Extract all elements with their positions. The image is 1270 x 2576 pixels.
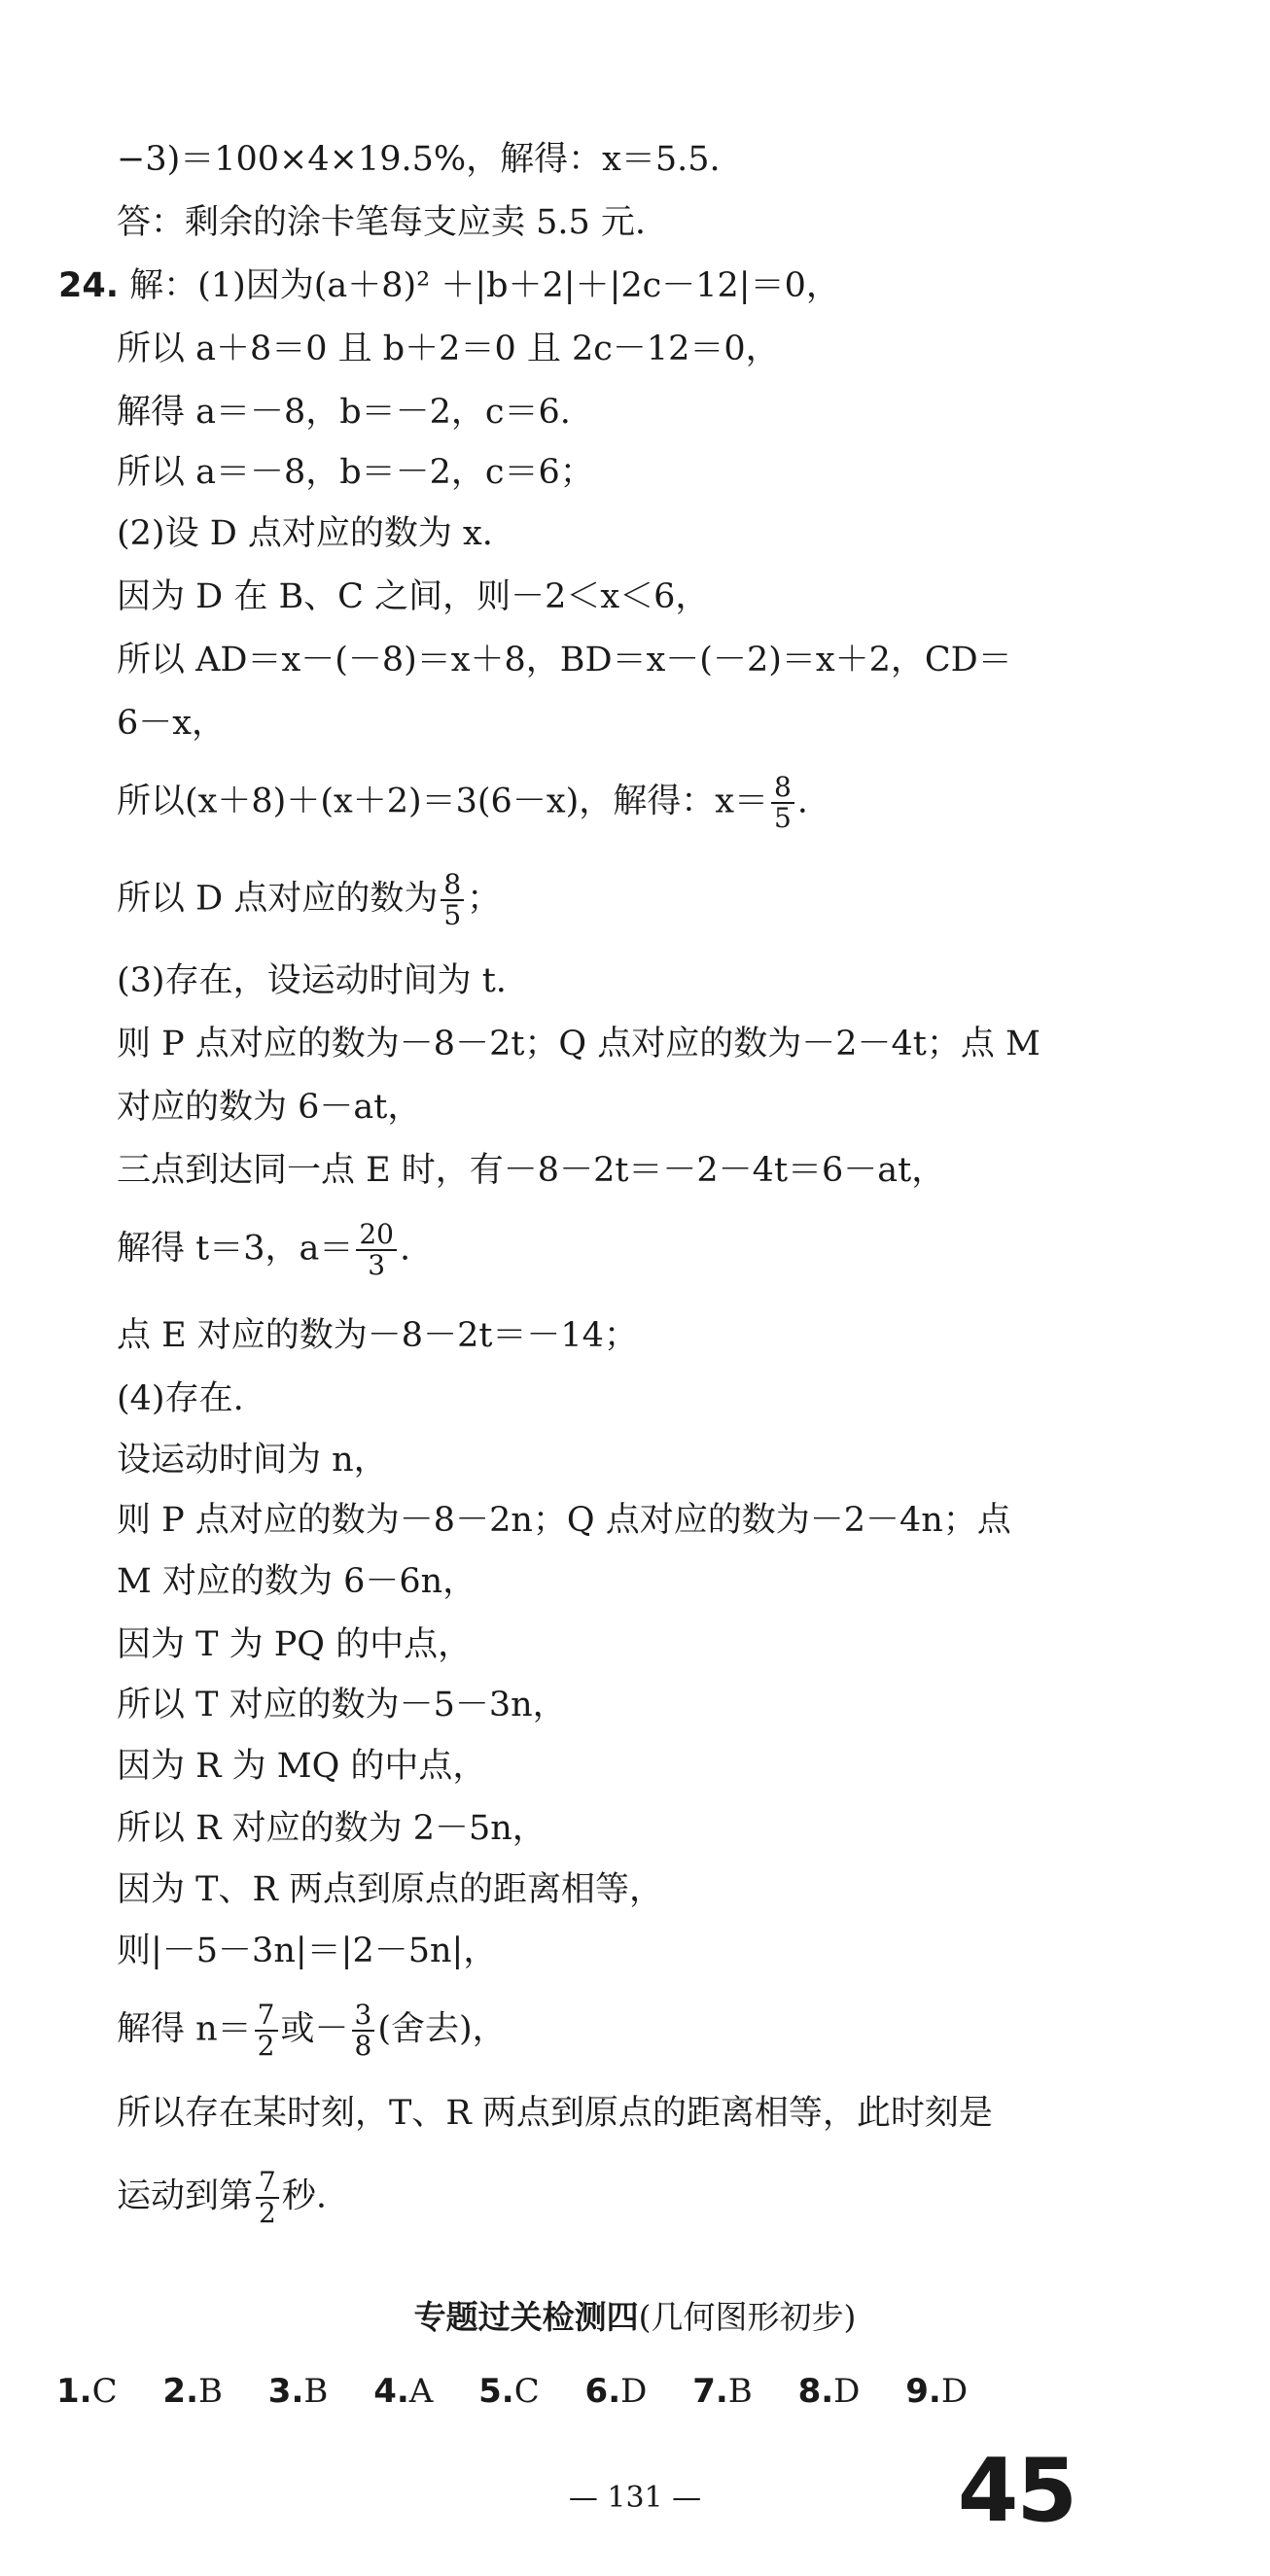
text-line: 则|－5－3n|＝|2－5n|， <box>117 1932 498 1970</box>
text-line: 所以 AD＝x－(－8)＝x＋8，BD＝x－(－2)＝x＋2，CD＝ <box>117 641 1012 679</box>
answer-item: 7.B <box>692 2372 753 2411</box>
text-line: 解：(1)因为(a＋8)² ＋|b＋2|＋|2c－12|＝0， <box>129 266 840 305</box>
section-title-main: 专题过关检测四 <box>413 2298 639 2336</box>
text-segment: 所以 D 点对应的数为 <box>117 879 439 919</box>
text-line: 对应的数为 6－at， <box>117 1088 422 1127</box>
text-line: 因为 T、R 两点到原点的距离相等， <box>117 1870 663 1909</box>
text-line: 设运动时间为 n， <box>117 1441 388 1479</box>
text-line: 因为 R 为 MQ 的中点， <box>117 1747 487 1786</box>
text-line: 点 E 对应的数为－8－2t＝－14； <box>117 1316 638 1355</box>
section-title <box>0 2292 1270 2338</box>
text-line: 所以 a＋8＝0 且 b＋2＝0 且 2c－12＝0， <box>117 330 780 368</box>
text-line: 所以存在某时刻，T、R 两点到原点的距离相等，此时刻是 <box>117 2094 993 2133</box>
text-line: 6－x， <box>117 704 227 743</box>
fraction <box>352 2001 375 2061</box>
denominator: 3 <box>368 1249 386 1281</box>
text-segment: 或－ <box>280 2009 349 2049</box>
text-segment: (舍去)， <box>377 2009 507 2049</box>
answer-item: 4.A <box>373 2372 434 2411</box>
text-line: 因为 D 在 B、C 之间，则－2＜x＜6， <box>117 577 710 616</box>
text-line: M 对应的数为 6－6n， <box>117 1562 477 1601</box>
answer-item: 6.D <box>584 2372 648 2411</box>
text-line: 三点到达同一点 E 时，有－8－2t＝－2－4t＝6－at， <box>117 1151 946 1190</box>
fraction <box>771 773 794 833</box>
text-segment: 所以(x＋8)＋(x＋2)＝3(6－x)，解得：x＝ <box>117 782 768 821</box>
text-segment: 运动到第 <box>117 2176 254 2216</box>
question-24-header <box>58 262 840 309</box>
numerator: 7 <box>255 2001 278 2032</box>
numerator: 8 <box>441 870 464 901</box>
big-page-marker: 45 <box>957 2440 1076 2542</box>
section-subtitle: (几何图形初步) <box>638 2298 857 2336</box>
text-line: (2)设 D 点对应的数为 x. <box>117 514 493 553</box>
text-line: 则 P 点对应的数为－8－2n；Q 点对应的数为－2－4n；点 <box>117 1501 1011 1540</box>
fraction-line <box>117 2168 327 2228</box>
answer-item: 2.B <box>162 2372 223 2411</box>
answer-item: 8.D <box>797 2372 861 2411</box>
denominator: 2 <box>259 2197 276 2229</box>
answer-item: 1.C <box>56 2372 118 2411</box>
fraction-line <box>117 1220 410 1280</box>
numerator: 8 <box>771 773 794 804</box>
answer-item: 3.B <box>267 2372 329 2411</box>
text-line: 解得 a＝－8，b＝－2，c＝6. <box>117 393 571 432</box>
fraction-line <box>117 870 501 930</box>
fraction <box>256 2168 279 2228</box>
fraction <box>255 2001 278 2061</box>
denominator: 8 <box>354 2030 372 2062</box>
text-line: 因为 T 为 PQ 的中点， <box>117 1625 473 1664</box>
answer-item: 5.C <box>478 2372 540 2411</box>
fraction <box>356 1220 397 1280</box>
text-line: 所以 a＝－8，b＝－2，c＝6； <box>117 453 594 492</box>
denominator: 2 <box>257 2030 275 2062</box>
text-line: 所以 T 对应的数为－5－3n， <box>117 1686 567 1724</box>
text-line: 所以 R 对应的数为 2－5n， <box>117 1809 547 1848</box>
question-number: 24. <box>58 266 120 305</box>
numerator: 7 <box>256 2168 279 2199</box>
denominator: 5 <box>443 899 462 931</box>
numerator: 20 <box>356 1220 397 1251</box>
fraction <box>441 870 464 930</box>
answer-key <box>56 2372 1003 2411</box>
answer-item: 9.D <box>905 2372 969 2411</box>
text-segment: 解得 t＝3，a＝ <box>117 1229 354 1269</box>
text-segment: . <box>796 782 808 821</box>
text-line: (3)存在，设运动时间为 t. <box>117 961 507 1000</box>
fraction-line <box>117 773 808 833</box>
fraction-line <box>117 2001 507 2061</box>
text-segment: . <box>399 1229 411 1269</box>
denominator: 5 <box>773 802 792 834</box>
text-line: 答：剩余的涂卡笔每支应卖 5.5 元. <box>117 203 647 242</box>
text-segment: 秒. <box>281 2176 327 2216</box>
text-line: −3)＝100×4×19.5%，解得：x＝5.5. <box>117 140 721 179</box>
page-number: — 131 — <box>568 2481 702 2515</box>
text-segment: 解得 n＝ <box>117 2009 252 2049</box>
text-line: (4)存在. <box>117 1379 244 1418</box>
text-segment: ； <box>467 879 502 919</box>
text-line: 则 P 点对应的数为－8－2t；Q 点对应的数为－2－4t；点 M <box>117 1025 1041 1063</box>
numerator: 3 <box>352 2001 375 2032</box>
